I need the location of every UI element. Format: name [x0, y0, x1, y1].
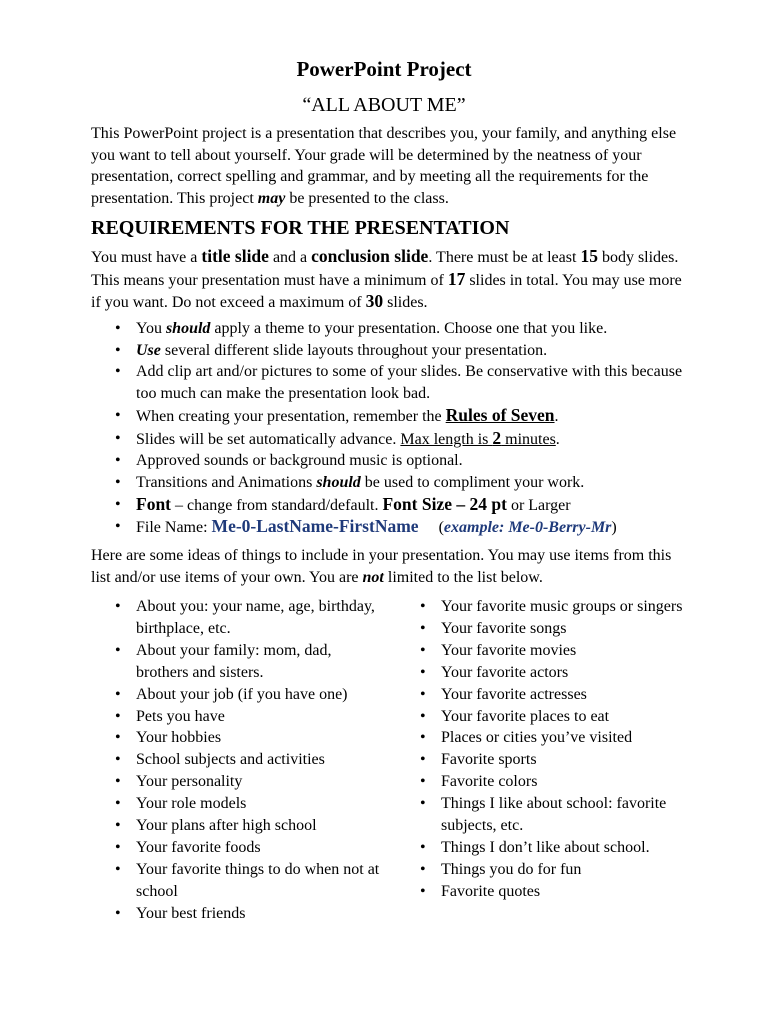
bullet-icon: • — [420, 641, 426, 659]
idea-item — [420, 881, 690, 903]
idea-item — [115, 903, 380, 925]
requirement-advance: • Slides will be set automatically advance. Max length is 2 minutes. — [115, 427, 560, 448]
requirement-filename: • File Name: Me-0-LastName-FirstName (example: Me-0-Berry-Mr) — [115, 516, 617, 537]
min-body-slides: 15 — [580, 246, 598, 266]
section-heading: REQUIREMENTS FOR THE PRESENTATION — [91, 217, 510, 239]
requirement-rules: • When creating your presentation, remember the Rules of Seven. — [115, 404, 559, 425]
requirements-paragraph: You must have a title slide and a conclusion slide. There must be at least 15 body slides. This means your presentation must have a minimum of 17 slides in total. You may use more if you want. Do not exceed a maximum of 30 slides. — [91, 246, 682, 311]
bullet-icon: • — [420, 729, 426, 747]
idea-text: Your favorite music groups or singers — [441, 598, 683, 615]
idea-text: Your personality — [136, 773, 243, 791]
bullet-icon: • — [420, 838, 426, 856]
idea-item — [115, 727, 380, 749]
bullet-icon: • — [420, 663, 426, 681]
bullet-icon: • — [420, 860, 426, 878]
intro-paragraph: This PowerPoint project is a presentation that describes you, your family, and anything else you want to tell about yourself. Your grade will be determined by the neatness of your presentation, correct spelling and grammar, and by meeting all the requirements for the presentation. This project may be presented to the class. — [91, 125, 677, 207]
idea-text: About you: your name, age, birthday, birthplace, etc. — [136, 598, 375, 637]
idea-item — [420, 749, 690, 771]
idea-text: Things you do for fun — [441, 860, 582, 878]
idea-item — [115, 771, 380, 793]
filename-example: example: Me-0-Berry-Mr — [443, 519, 612, 537]
max-slides: 30 — [365, 291, 384, 311]
requirement-font: • Font – change from standard/default. Font Size – 24 pt or Larger — [115, 493, 571, 514]
bullet-icon: • — [420, 619, 426, 637]
bullet-icon: • — [115, 320, 121, 337]
rules-of-seven-link[interactable]: Rules of Seven — [445, 404, 555, 425]
ideas-list-left — [115, 596, 380, 925]
idea-item — [115, 815, 380, 837]
bullet-icon: • — [420, 795, 426, 813]
bullet-icon: • — [115, 363, 121, 381]
idea-text: Your favorite songs — [441, 619, 567, 637]
idea-item — [420, 837, 690, 859]
min-total-slides: 17 — [447, 268, 466, 289]
idea-item — [420, 618, 690, 640]
idea-item — [115, 859, 380, 903]
idea-text: Your plans after high school — [136, 817, 317, 835]
idea-text: Things I don’t like about school. — [441, 838, 650, 856]
idea-text: About your job (if you have one) — [136, 685, 348, 703]
idea-text: Your role models — [136, 795, 247, 813]
idea-item — [420, 727, 690, 749]
bullet-icon: • — [115, 860, 121, 878]
idea-item — [420, 859, 690, 881]
bullet-icon: • — [115, 904, 121, 922]
idea-text: Your favorite actresses — [441, 685, 587, 703]
idea-text: Your favorite things to do when not at school — [136, 860, 380, 900]
bullet-icon: • — [115, 641, 121, 659]
bullet-icon: • — [115, 817, 121, 835]
title-slide-term: title slide — [201, 246, 269, 266]
filename-format: Me-0-LastName-FirstName — [211, 516, 419, 537]
idea-text: Your favorite movies — [441, 641, 577, 659]
idea-item — [420, 706, 690, 728]
bullet-icon: • — [115, 341, 121, 359]
idea-item — [115, 793, 380, 815]
bullet-icon: • — [115, 518, 121, 536]
may-emphasis: may — [257, 189, 286, 207]
conclusion-slide-term: conclusion slide — [311, 246, 429, 266]
idea-item — [420, 793, 690, 837]
bullet-icon: • — [115, 773, 121, 791]
idea-text: Favorite colors — [441, 773, 538, 791]
idea-item — [420, 640, 690, 662]
bullet-icon: • — [115, 495, 121, 513]
idea-item — [115, 640, 380, 684]
bullet-icon: • — [115, 838, 121, 856]
idea-item — [420, 596, 690, 618]
ideas-list-right — [420, 596, 690, 903]
bullet-icon: • — [420, 751, 426, 769]
idea-text: Places or cities you’ve visited — [441, 729, 633, 747]
bullet-icon: • — [420, 773, 426, 791]
requirement-layouts: • Use several different slide layouts throughout your presentation. — [115, 340, 695, 362]
idea-text: Pets you have — [136, 707, 225, 725]
idea-text: Things I like about school: favorite subjects, etc. — [441, 795, 667, 835]
bullet-icon: • — [115, 707, 121, 725]
idea-item — [115, 706, 380, 728]
idea-text: Your favorite foods — [136, 838, 261, 856]
document-title: PowerPoint Project — [296, 57, 472, 81]
bullet-icon: • — [115, 685, 121, 703]
requirement-sounds: • Approved sounds or background music is optional. — [115, 450, 695, 472]
bullet-icon: • — [420, 685, 426, 703]
idea-item — [420, 771, 690, 793]
bullet-icon: • — [420, 882, 426, 900]
idea-item — [115, 837, 380, 859]
requirement-theme: • You should apply a theme to your presentation. Choose one that you like. — [115, 318, 695, 340]
idea-text: School subjects and activities — [136, 751, 325, 769]
ideas-paragraph: Here are some ideas of things to include in your presentation. You may use items from this list and/or use items of your own. You are not limited to the list below. — [91, 547, 672, 586]
idea-text: Your favorite actors — [441, 663, 569, 681]
idea-item — [420, 662, 690, 684]
bullet-icon: • — [420, 707, 426, 725]
idea-text: Favorite sports — [441, 751, 537, 769]
idea-item — [115, 596, 380, 640]
idea-item — [115, 749, 380, 771]
idea-text: Your best friends — [136, 904, 246, 922]
bullet-icon: • — [115, 473, 121, 491]
bullet-icon: • — [115, 598, 121, 615]
bullet-icon: • — [115, 429, 121, 447]
bullet-icon: • — [115, 729, 121, 747]
bullet-icon: • — [115, 751, 121, 769]
bullet-icon: • — [115, 406, 121, 424]
idea-text: Your favorite places to eat — [441, 707, 610, 725]
idea-item — [420, 684, 690, 706]
requirement-clipart: • Add clip art and/or pictures to some of your slides. Be conservative with this because too much can make the presentation look bad. — [115, 363, 683, 403]
idea-text: Favorite quotes — [441, 882, 541, 900]
idea-text: Your hobbies — [136, 729, 222, 747]
document-subtitle: “ALL ABOUT ME” — [302, 94, 466, 116]
idea-item — [115, 684, 380, 706]
bullet-icon: • — [115, 795, 121, 813]
max-length-text: Max length is 2 minutes — [400, 427, 556, 448]
requirements-list — [115, 318, 695, 539]
bullet-icon: • — [420, 598, 426, 615]
idea-text: About your family: mom, dad, brothers and sisters. — [136, 641, 332, 681]
requirement-transitions: • Transitions and Animations should be used to compliment your work. — [115, 472, 695, 494]
bullet-icon: • — [115, 452, 121, 470]
